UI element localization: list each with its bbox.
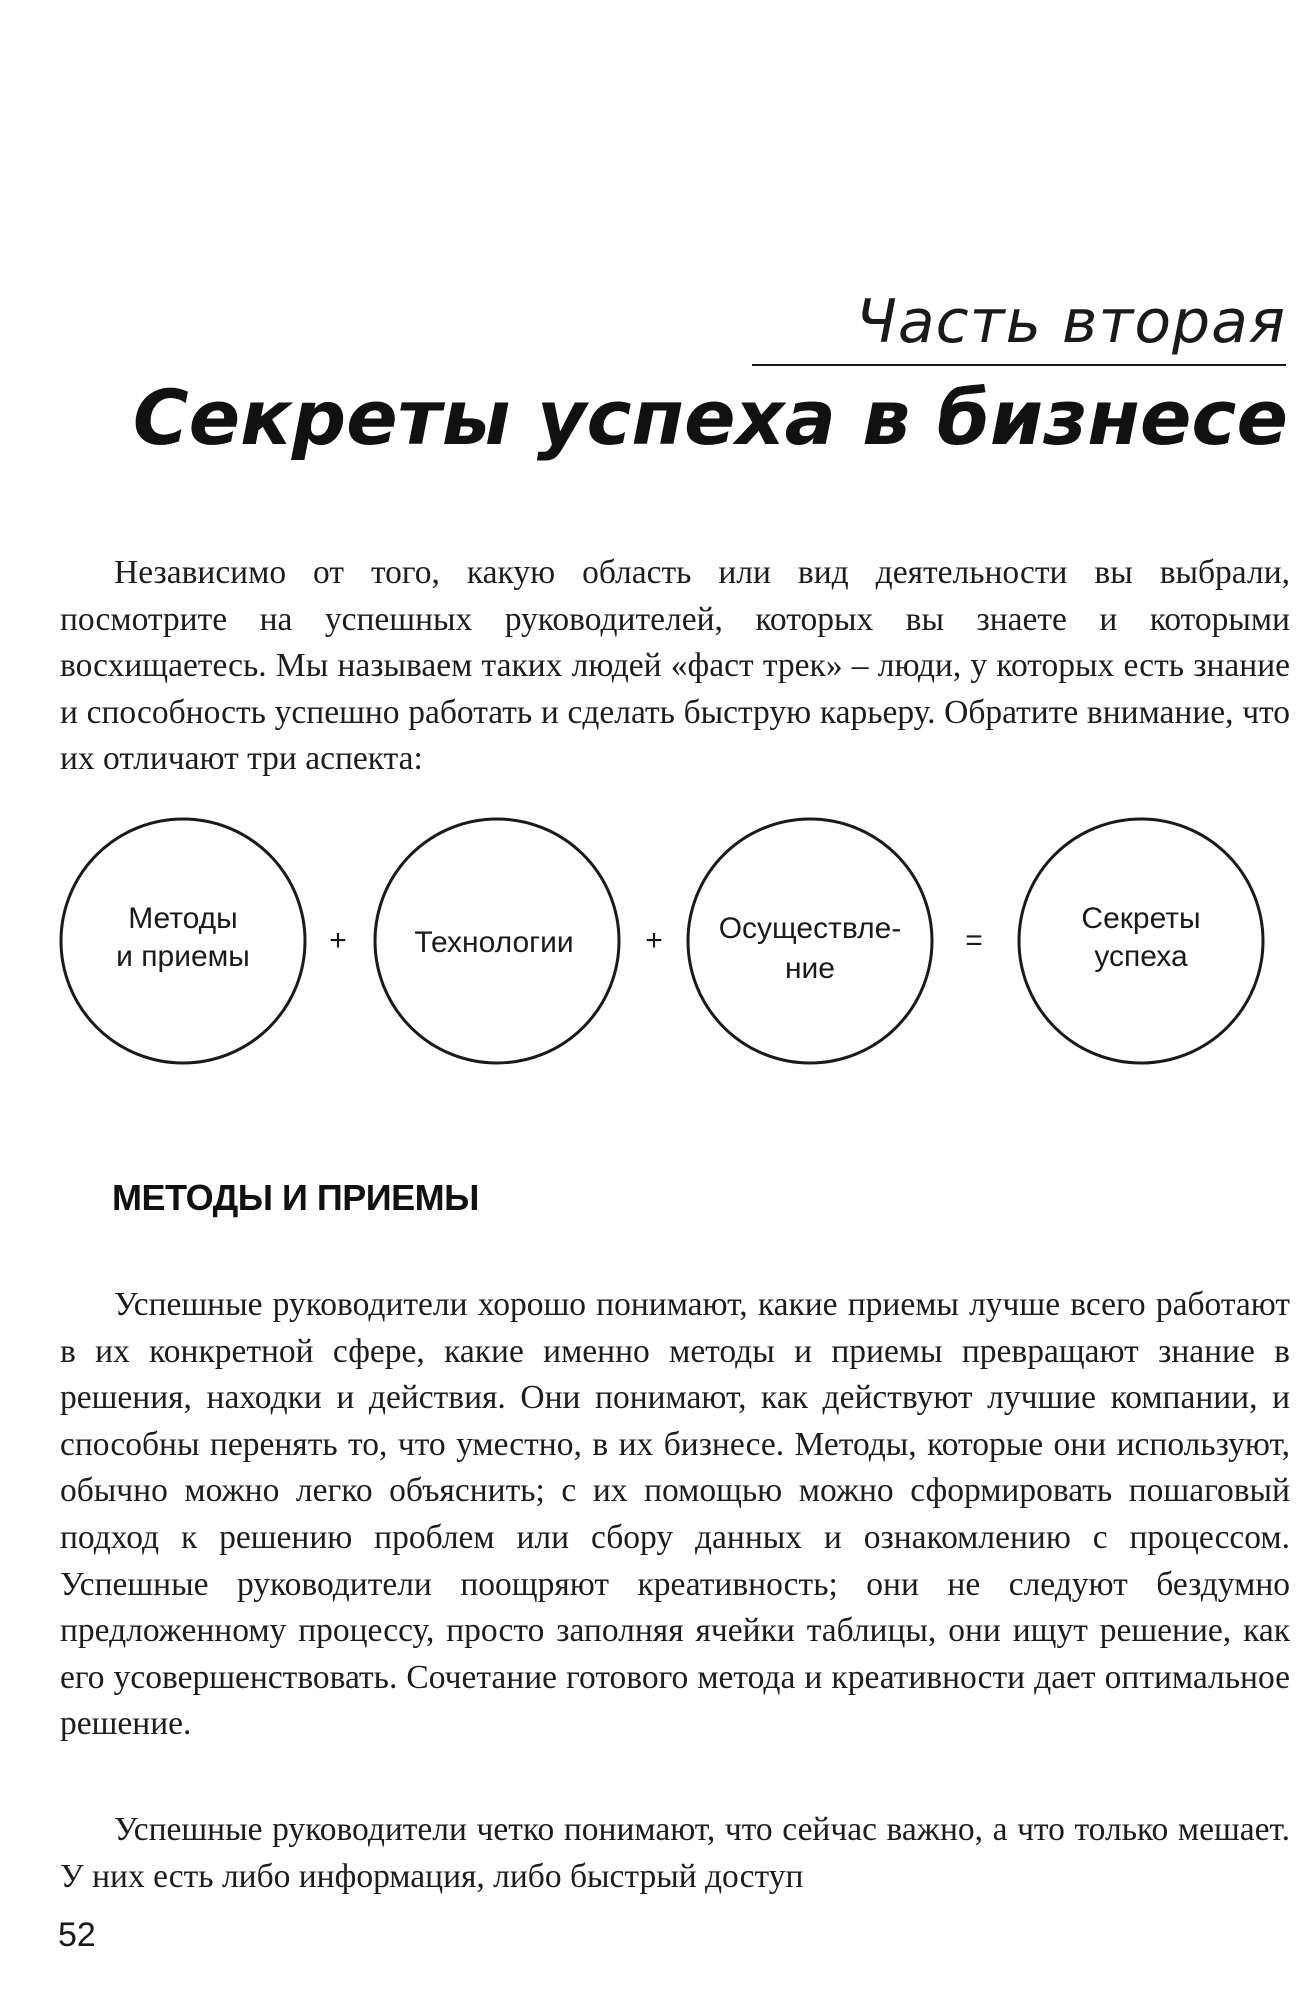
equals-operator: = (965, 924, 983, 957)
part-rule (752, 364, 1286, 366)
circle-methods-line2: и приемы (116, 940, 250, 973)
circle-implementation (688, 819, 932, 1063)
plus-operator-1: + (329, 924, 347, 957)
plus-operator-2: + (645, 924, 663, 957)
section-paragraph-1: Успешные руководители хорошо понимают, какие приемы лучше всего работают в их конкретной сфере, какие именно методы и приемы превращают знание в решения, находки и действия. Они понимают, как действуют лучшие компании, и способны перенять то, что уместно, в их бизнесе. Методы, которые они используют, обычно можно легко объяснить; с их помощью можно сформировать пошаговый подход к решению проблем или сбору данных и ознакомлению с процессом. Успешные руководители поощряют креативность; они не следуют бездумно предложенному процессу, просто заполняя ячейки таблицы, они ищут решение, как его усовершенствовать. Сочетание готового метода и креативности дает оптимальное решение. (60, 1286, 1290, 1743)
section-heading: МЕТОДЫ И ПРИЕМЫ (112, 1177, 479, 1218)
circle-success-secrets (1019, 819, 1263, 1063)
circle-technologies-line1: Технологии (414, 926, 574, 959)
section-paragraph-2: Успешные руководители четко понимают, что сейчас важно, а что только мешает. У них есть либо информация, либо быстрый доступ (60, 1811, 1290, 1895)
circle-methods (61, 819, 305, 1063)
circle-success-line2: успеха (1094, 940, 1188, 973)
circle-methods-line1: Методы (128, 902, 238, 935)
intro-paragraph: Независимо от того, какую область или вид деятельности вы выбрали, посмотрите на успешных руководителей, которых вы знаете и которыми восхищаетесь. Мы называем таких людей «фаст трек» – люди, у которых есть знание и способность успешно работать и сделать быструю карьеру. Обратите внимание, что их отличают три аспекта: (60, 554, 1290, 778)
page-number: 52 (58, 1916, 96, 1954)
part-title: Секреты успеха в бизнесе (132, 373, 1288, 462)
circle-implementation-line2: ние (784, 952, 836, 985)
success-formula-diagram (0, 808, 1312, 1078)
circle-technologies (375, 819, 619, 1063)
circle-success-line1: Секреты (1081, 902, 1201, 935)
part-label: Часть вторая (855, 287, 1286, 357)
circle-implementation-line1: Осуществле- (718, 912, 902, 945)
